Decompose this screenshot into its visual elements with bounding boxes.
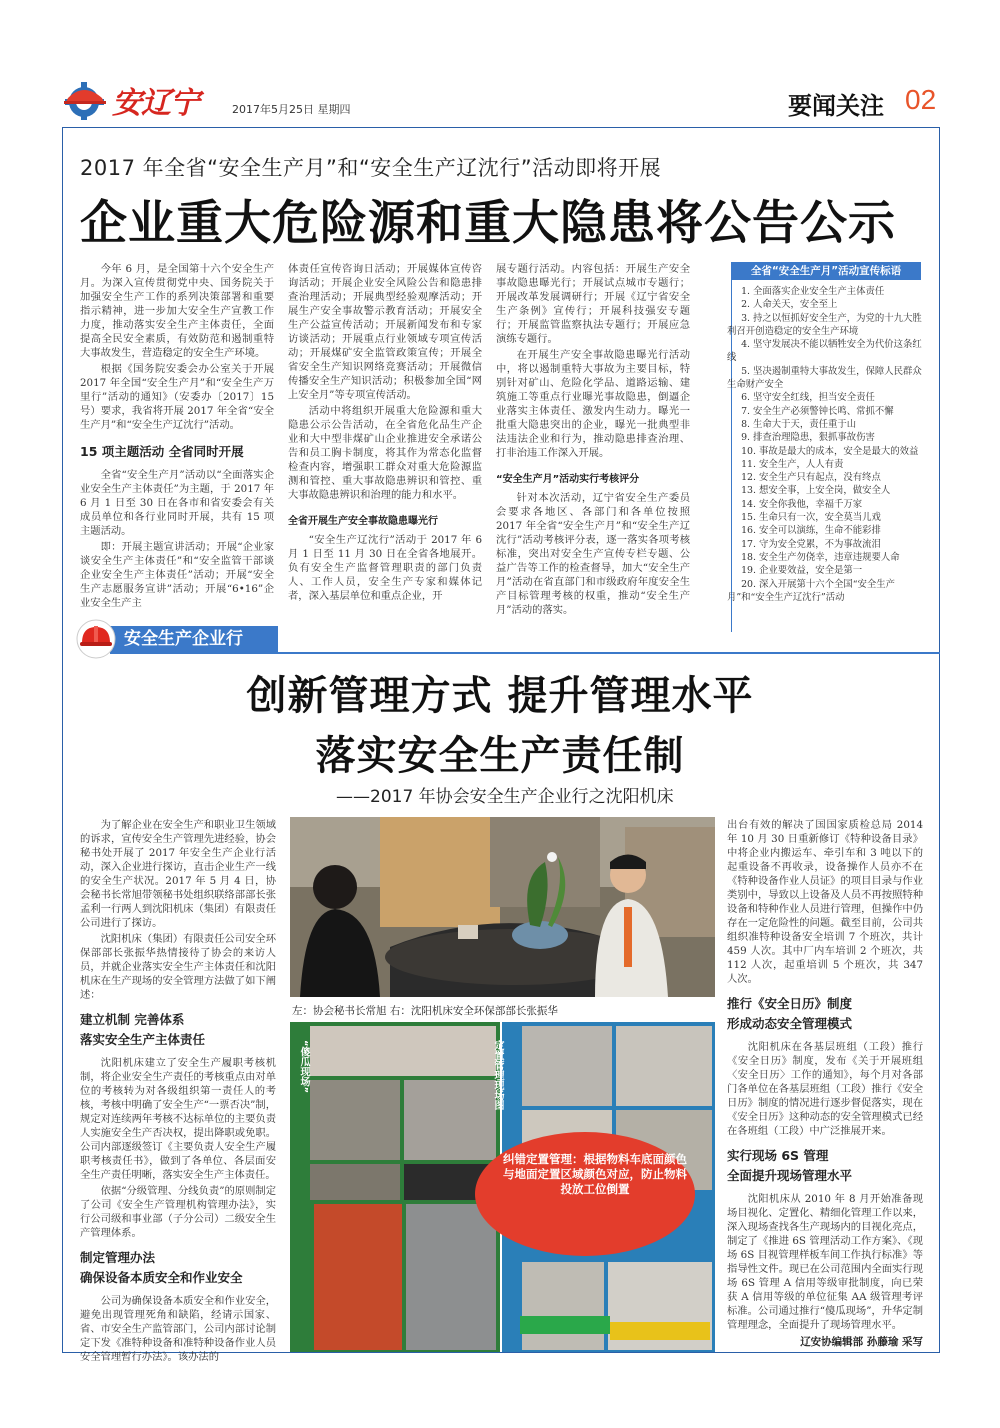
slogan-item: 13. 想安全事，上安全岗，做安全人 xyxy=(741,485,891,497)
slogan-box-title: 全省“安全生产月”活动宣传标语 xyxy=(731,262,921,280)
slogan-item: 20. 深入开展第十六个全国“安全生产月”和“安全生产辽沈行”活动 xyxy=(727,578,896,603)
paragraph: 公司为确保设备本质安全和作业安全，避免出现管理死角和缺陷，经请示国家、省、市安全生产监管部门，公司内部讨论制定下发《准特种设备和准特种设备作业人员安全管理暂行办法》。该办法的 xyxy=(80,1295,276,1363)
paragraph: 沈阳机床从 2010 年 8 月开始准备现场目视化、定置化、精细化管理工作以来，深入现场查找各生产现场内的目视化亮点，制定了《推进 6S 管理活动工作方案》、《现场 6S 目视管理样板车间工作执行标准》等指导性文件。现已在公司范围内全面实行现场 6S 管理 A 信用等级审批制度，向已荣获 A 信用等级的单位征集 AA 级管理考评标准。公司通过推行“傻瓜现场”，升华定制管理理念，全面提升了现场管理水平。 xyxy=(727,1193,923,1331)
slogan-item: 3. 持之以恒抓好安全生产，为党的十九大胜利召开创造稳定的安全生产环境 xyxy=(727,312,922,337)
slogan-item: 11. 安全生产，人人有责 xyxy=(741,458,844,470)
paragraph: 沈阳机床建立了安全生产履职考核机制，将企业安全生产责任的考核重点由对单位的考核转为对各级组织第一责任人的考核，考核中明确了安全生产“一票否决”制，规定对连续两年考核不达标单位的主要负责人实施安全生产否决权，提出降职或免职。公司内部逐级签订《主要负责人安全生产履职考核责任书》，做到了各单位、各层面安全生产责任明晰，落实安全生产主体责任。 xyxy=(80,1057,276,1181)
slogan-item: 1. 全面落实企业安全生产主体责任 xyxy=(741,286,885,297)
slogan-item: 9. 排查治理隐患，狠抓事故伤害 xyxy=(741,432,875,444)
slogan-item: 19. 企业要效益，安全是第一 xyxy=(741,565,863,577)
article2-subheading-4a: 实行现场 6S 管理 xyxy=(727,1148,829,1163)
article1-column-3 xyxy=(496,262,690,619)
photo-caption: 左：协会秘书长常旭 右：沈阳机床安全环保部部长张振华 xyxy=(292,1005,558,1017)
slogan-item: 10. 事故是最大的成本，安全是最大的效益 xyxy=(741,445,919,457)
safety-helmet-icon xyxy=(76,619,116,659)
paragraph: 即：开展主题宣讲活动；开展“企业家谈安全生产主体责任”和“安全监管干部谈企业安全生产主体责任”活动；开展“安全生产志愿服务宣讲”活动；开展“6•16”企业安全生产主 xyxy=(80,541,274,609)
article2-subtitle: ——2017 年协会安全生产企业行之沈阳机床 xyxy=(336,787,674,807)
paragraph: 展专题行活动。内容包括：开展生产安全事故隐患曝光行；开展试点城市专题行；开展改革发展调研行；开展《辽宁省安全生产条例》宣传行；开展科技强安专题行；开展监管监察执法专题行；开展应急演练专题行。 xyxy=(496,263,690,345)
article2-headline-line1: 创新管理方式 提升管理水平 xyxy=(246,672,754,719)
interview-photo xyxy=(290,817,715,997)
slogan-item: 17. 守为安全党累，不为事故流泪 xyxy=(741,538,881,550)
panel-callout: 纠错定置管理：根据物料车底面颜色与地面定置区域颜色对应，防止物料投放工位倒置 xyxy=(503,1152,687,1196)
masthead-logo-text: 安辽宁 xyxy=(112,86,199,121)
article2-subheading-1b: 落实安全生产主体责任 xyxy=(80,1032,206,1047)
article2-subheading-3a: 推行《安全日历》制度 xyxy=(727,996,853,1011)
slogan-item: 16. 安全可以演练，生命不能彩排 xyxy=(741,525,881,537)
slogan-item: 15. 生命只有一次，安全莫当儿戏 xyxy=(741,512,881,524)
paragraph: 为了解企业在安全生产和职业卫生领域的诉求，宣传安全生产管理先进经验，协会秘书处开展了 2017 年安全生产企业行活动，深入企业进行探访，直击企业生产一线的安全生产状况。2017 年 5 月 4 日，协会秘书长常旭带领秘书处组织联络部部长张孟利一行两人到沈阳机床（集团）有限责任公司进行了探访。 xyxy=(80,819,276,929)
paragraph: 在开展生产安全事故隐患曝光行活动中，将以遏制重特大事故为主要目标，特别针对矿山、危险化学品、道路运输、建筑施工等重点行业曝光事故隐患，倒逼企业落实主体责任、激发内生动力。曝光一批重大隐患突出的企业，曝光一批典型非法违法企业和行为，推动隐患排查治理、打非治违工作深入开展。 xyxy=(496,349,690,459)
article1-subheading-2: 全省开展生产安全事故隐患曝光行 xyxy=(288,516,438,527)
article1-column-1 xyxy=(80,262,274,612)
article2-subheading-3b: 形成动态安全管理模式 xyxy=(727,1016,853,1031)
paragraph: 沈阳机床在各基层班组（工段）推行《安全日历》制度，发布《关于开展班组〈安全日历〉工作的通知》，每个月对各部门各单位在各基层班组（工段）推行《安全日历》制度的情况进行逐步督促落实，现在《安全日历》这种动态的安全管理模式已经在各班组（工段）中广泛推展开来。 xyxy=(727,1041,923,1137)
section-title: 要闻关注 xyxy=(788,92,884,120)
paragraph: 依据“分级管理、分线负责”的原则制定了公司《安全生产管理机构管理办法》，实行公司级和事业部（子分公司）二级安全生产管理体系。 xyxy=(80,1185,276,1239)
hardhat-gear-logo-icon xyxy=(60,78,114,120)
page-number: 02 xyxy=(905,84,937,115)
article1-kicker: 2017 年全省“安全生产月”和“安全生产辽沈行”活动即将开展 xyxy=(80,156,662,180)
paragraph: 全省“安全生产月”活动以“全面落实企业安全生产主体责任”为主题，于 2017 年 6 月 1 日至 30 日在各市和省安委会有关成员单位和各行业同时开展，共有 15 项主题活动。 xyxy=(80,469,274,537)
slogan-item: 7. 安全生产必须警钟长鸣、常抓不懈 xyxy=(741,405,894,417)
article1-column-2 xyxy=(288,262,482,605)
slogan-list xyxy=(727,285,923,604)
article2-subheading-4b: 全面提升现场管理水平 xyxy=(727,1168,853,1183)
slogan-item: 5. 坚决遏制重特大事故发生，保障人民群众生命财产安全 xyxy=(727,365,922,391)
slogan-item: 18. 安全生产勿侥幸，违章违规要人命 xyxy=(741,551,900,563)
article2-headline-line2: 落实安全生产责任制 xyxy=(315,732,685,779)
slogan-item: 6. 坚守安全红线，担当安全责任 xyxy=(741,392,875,404)
paragraph: 针对本次活动，辽宁省安全生产委员会要求各地区、各部门和各单位按照 2017 年全省“安全生产月”和“安全生产辽沈行”活动考核评分表，逐一落实各项考核标准，突出对安全生产宣传专栏专题、公益广告等工作的检查督导，加大“安全生产月”活动在省直部门和市级政府年度安全生产目标管理考核的权重，推动“安全生产月”活动的落实。 xyxy=(496,492,690,616)
paragraph: 活动中将组织开展重大危险源和重大隐患公示公告活动，在全省危化品生产企业和大中型非煤矿山企业推进安全承诺公告和员工胸卡制度，将其作为常态化监督检查内容，增强职工群众对重大危险源监测和管控、重大事故隐患辨识和管控、重大事故隐患辨识和治理的能力和水平。 xyxy=(288,405,482,501)
paragraph: “安全生产辽沈行”活动于 2017 年 6 月 1 日至 11 月 30 日在全省各地展开。负有安全生产监督管理职责的部门负责人、工作人员，安全生产专家和媒体记者，深入基层单位和重点企业，开 xyxy=(288,534,482,602)
paragraph: 根据《国务院安委会办公室关于开展 2017 年全国“安全生产月”和“安全生产万里行”活动的通知》（安委办〔2017〕15 号）要求，我省将开展 2017 年全省“安全生产月”和“安全生产辽沈行”活动。 xyxy=(80,363,274,431)
paragraph: 出台有效的解决了国国家质检总局 2014 年 10 月 30 日重新修订《特种设备目录》中将企业内搬运车、牵引车和 3 吨以下的起重设备不再收录，设备操作人员亦不在《特种设备作业人员证》的项目目录与作业类别中，导致以上设备及人员不再按照特种设备和特种作业人员进行管理，但操作中仍存在一定危险性的问题。截至目前，公司共组织准特种设备安全培训 7 个班次，共计 459 人次。其中厂内车培训 2 个班次，共 112 人次，起重培训 5 个班次，共 347 人次。 xyxy=(727,819,923,985)
article2-subheading-2b: 确保设备本质安全和作业安全 xyxy=(80,1270,243,1285)
paragraph: 体责任宣传咨询日活动；开展媒体宣传咨询活动；开展企业安全风险公告和隐患排查治理活动；开展典型经验观摩活动；开展生产安全事故警示教育活动；开展安全生产公益宣传活动；开展新闻发布和专家访谈活动；开展重点行业领域专项宣传活动；开展煤矿安全监管政策宣传；开展全省安全生产知识网络竞赛活动；开展微信传播安全生产知识活动；积极参加全国“网上安全月”等专项宣传活动。 xyxy=(288,263,482,401)
section-banner: 安全生产企业行 xyxy=(110,626,278,653)
article2-subheading-2a: 制定管理办法 xyxy=(80,1250,156,1265)
article2-column-1 xyxy=(80,818,276,1366)
panel-tag-left: “傻瓜现场” xyxy=(298,1040,309,1094)
slogan-item: 2. 人命关天，安全至上 xyxy=(741,299,838,311)
article1-headline: 企业重大危险源和重大隐患将公告公示 xyxy=(80,196,896,251)
article2-column-3 xyxy=(727,818,923,1349)
slogan-item: 14. 安全你我他，幸福千万家 xyxy=(741,498,863,510)
paragraph: 今年 6 月，是全国第十六个安全生产月。为深入宣传贯彻党中央、国务院关于加强安全生产工作的系列决策部署和重要指示精神，进一步加大安全生产宣教工作力度，推动落实安全生产主体责任，全面提高全民安全素质，有效防范和遏制重特大事故发生，营造稳定的安全生产环境。 xyxy=(80,263,274,359)
byline: 辽安协编辑部 孙藤瑜 采写 xyxy=(800,1336,923,1348)
article1-subheading-1: 15 项主题活动 全省同时开展 xyxy=(80,444,244,459)
slogan-item: 12. 安全生产只有起点，没有终点 xyxy=(741,472,881,484)
article1-subheading-3: “安全生产月”活动实行考核评分 xyxy=(496,474,640,485)
article2-subheading-1a: 建立机制 完善体系 xyxy=(80,1012,185,1027)
masthead-date: 2017年5月25日 星期四 xyxy=(232,103,351,116)
panel-tag-right: 定置管理现场图 xyxy=(492,1040,503,1110)
slogan-item: 8. 生命大于天，责任重于山 xyxy=(741,418,857,430)
slogan-item: 4. 坚守发展决不能以牺牲安全为代价这条红线 xyxy=(727,339,922,364)
paragraph: 沈阳机床（集团）有限责任公司安全环保部部长张振华热情接待了协会的来访人员，并就企业落实安全生产主体责任和沈阳机床在生产现场的安全管理方法做了如下阐述： xyxy=(80,933,276,1001)
